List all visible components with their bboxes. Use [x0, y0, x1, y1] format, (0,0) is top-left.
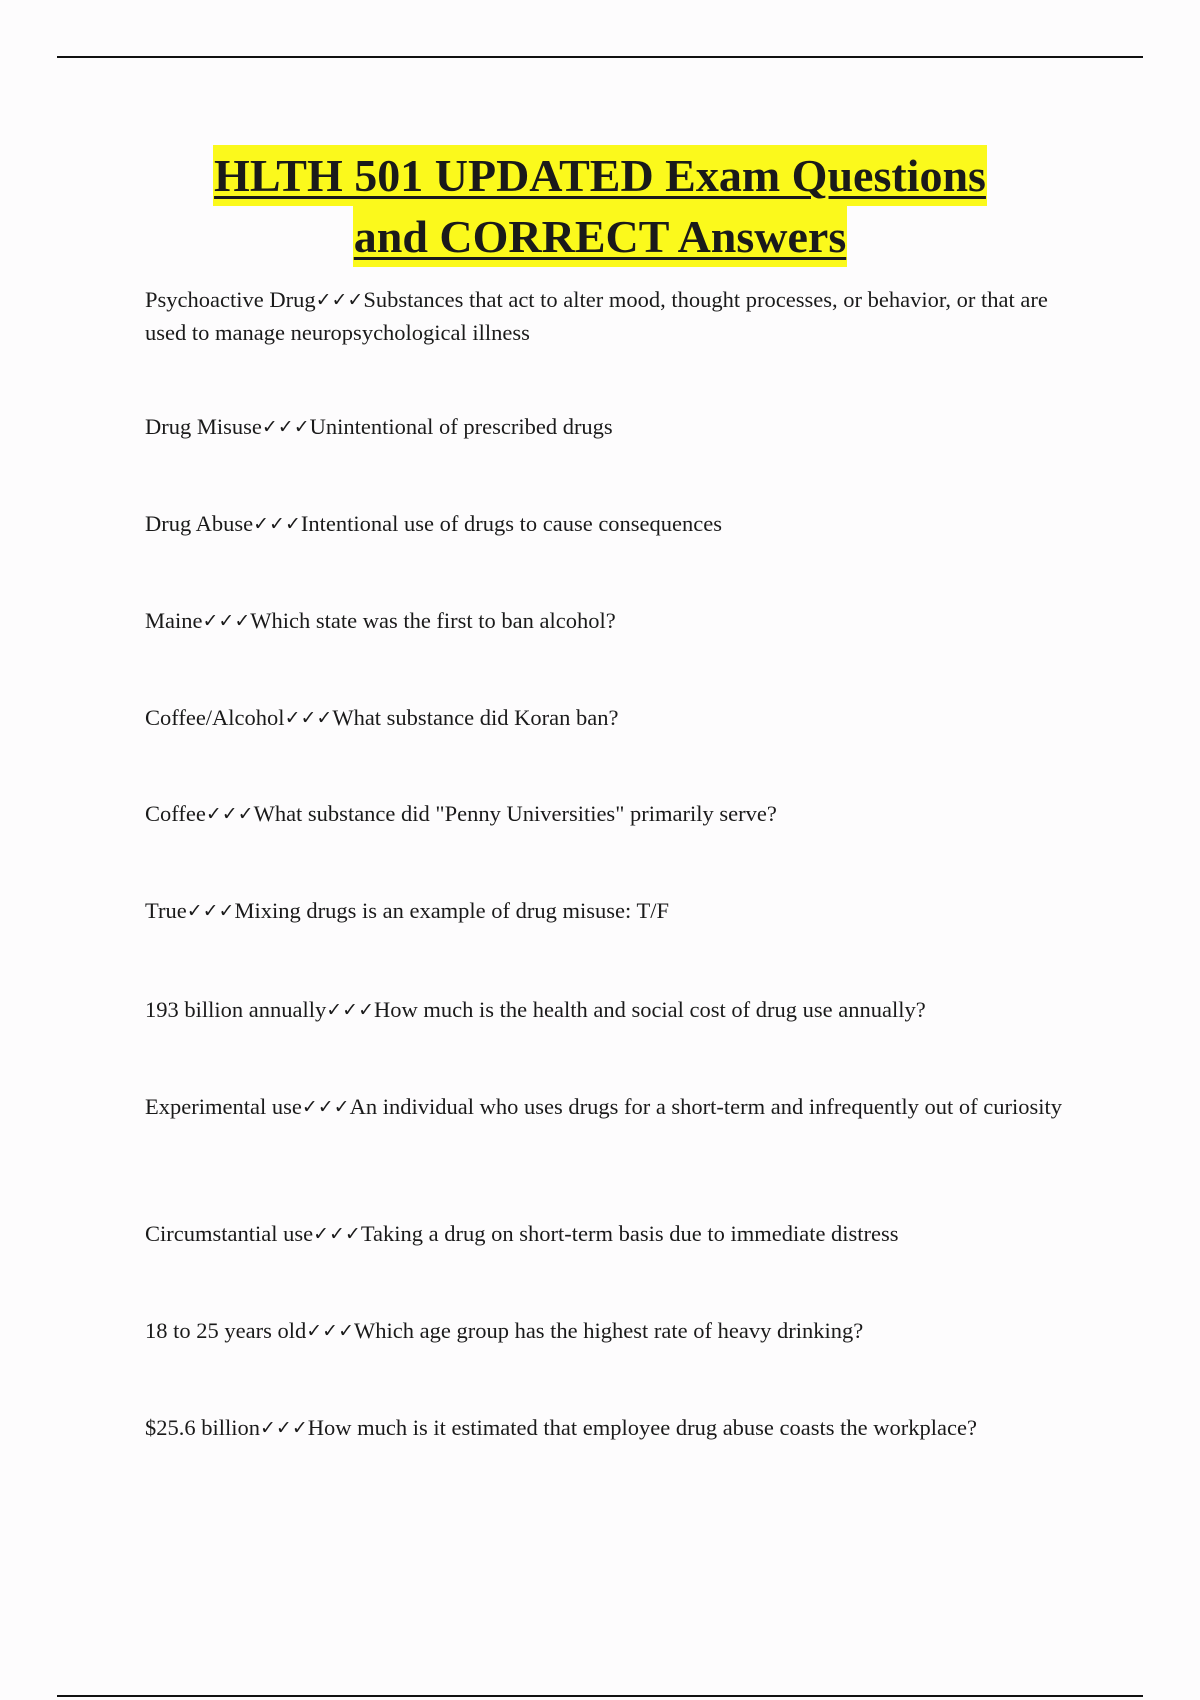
- qa-answer: Psychoactive Drug: [145, 287, 316, 312]
- check-marks-icon: ✓✓✓: [284, 707, 333, 729]
- document-title: [0, 145, 1200, 267]
- qa-question: An individual who uses drugs for a short-term and infrequently out of curiosity: [349, 1094, 1062, 1119]
- qa-item: [145, 284, 1065, 348]
- bottom-rule: [57, 1695, 1143, 1697]
- qa-answer: Coffee: [145, 801, 206, 826]
- top-rule: [57, 56, 1143, 58]
- qa-question: Intentional use of drugs to cause consequences: [300, 511, 723, 536]
- qa-question: How much is the health and social cost of drug use annually?: [374, 997, 926, 1022]
- title-line-1: HLTH 501 UPDATED Exam Questions: [213, 145, 987, 206]
- qa-item: [145, 702, 1065, 735]
- qa-question: Which state was the first to ban alcohol?: [250, 608, 616, 633]
- qa-item: [145, 994, 1065, 1027]
- qa-question: Taking a drug on short-term basis due to immediate distress: [360, 1221, 899, 1246]
- check-marks-icon: ✓✓✓: [253, 513, 301, 535]
- check-marks-icon: ✓✓✓: [261, 416, 310, 438]
- qa-answer: Circumstantial use: [145, 1221, 314, 1246]
- qa-item: [145, 1315, 1065, 1348]
- qa-question: Mixing drugs is an example of drug misuse: T/F: [234, 898, 670, 923]
- qa-item: [145, 508, 1065, 541]
- check-marks-icon: ✓✓✓: [301, 1096, 350, 1118]
- check-marks-icon: ✓✓✓: [315, 289, 364, 311]
- qa-item: [145, 798, 1065, 831]
- check-marks-icon: ✓✓✓: [202, 610, 251, 632]
- qa-answer: Drug Misuse: [145, 414, 262, 439]
- qa-item: [145, 411, 1065, 444]
- qa-question: What substance did Koran ban?: [332, 705, 619, 730]
- qa-question: What substance did "Penny Universities" primarily serve?: [253, 801, 777, 826]
- qa-item: [145, 1218, 1065, 1251]
- qa-answer: $25.6 billion: [145, 1415, 261, 1440]
- check-marks-icon: ✓✓✓: [313, 1223, 361, 1245]
- check-marks-icon: ✓✓✓: [326, 999, 374, 1021]
- qa-question: Unintentional of prescribed drugs: [309, 414, 613, 439]
- qa-question: Substances that act to alter mood, thought processes, or behavior, or that are used to manage neuropsychological illness: [145, 287, 1048, 345]
- qa-answer: True: [145, 898, 187, 923]
- check-marks-icon: ✓✓✓: [186, 900, 235, 922]
- qa-answer: Drug Abuse: [145, 511, 254, 536]
- qa-answer: 193 billion annually: [145, 997, 327, 1022]
- qa-answer: Maine: [145, 608, 203, 633]
- qa-answer: Experimental use: [145, 1094, 302, 1119]
- qa-item: [145, 1091, 1065, 1124]
- check-marks-icon: ✓✓✓: [260, 1417, 308, 1439]
- title-line-2: and CORRECT Answers: [353, 206, 847, 267]
- qa-question: Which age group has the highest rate of heavy drinking?: [354, 1318, 864, 1343]
- check-marks-icon: ✓✓✓: [205, 803, 254, 825]
- qa-question: How much is it estimated that employee drug abuse coasts the workplace?: [307, 1415, 977, 1440]
- qa-answer: Coffee/Alcohol: [145, 705, 285, 730]
- qa-item: [145, 605, 1065, 638]
- qa-item: [145, 895, 1065, 928]
- check-marks-icon: ✓✓✓: [306, 1320, 354, 1342]
- qa-answer: 18 to 25 years old: [145, 1318, 307, 1343]
- qa-item: [145, 1412, 1065, 1445]
